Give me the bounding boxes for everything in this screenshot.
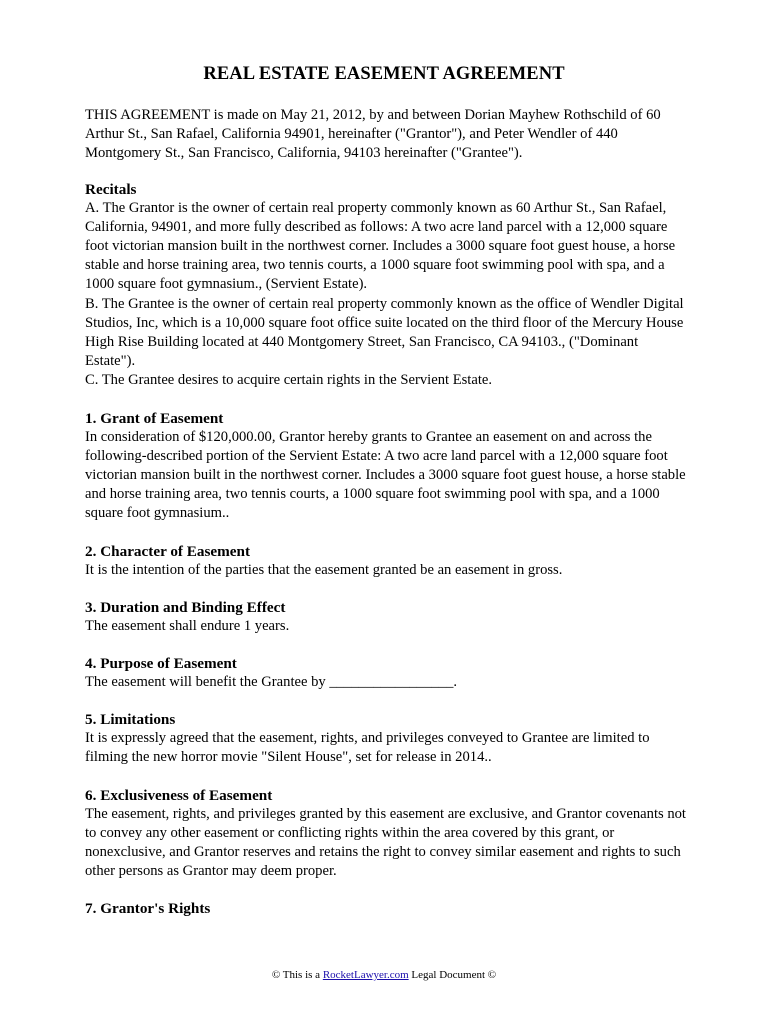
recitals-section <box>85 180 691 391</box>
recitals-heading: Recitals <box>85 180 137 198</box>
section-body: In consideration of $120,000.00, Grantor hereby grants to Grantee an easement on and across the following-described portion of the Servient Estate: A two acre land parcel with a 12,000 square foot victorian mansion built in the northwest corner. Includes a 3000 square foot guest house, a horse stable and horse training area, two tennis courts, a 1000 square foot swimming pool with spa, and a 1000 square foot gymnasium.. <box>85 428 686 522</box>
section-body: It is the intention of the parties that the easement granted be an easement in gross. <box>85 561 563 578</box>
section-grant-of-easement <box>85 409 691 524</box>
section-grantors-rights <box>85 899 691 918</box>
document-title: REAL ESTATE EASEMENT AGREEMENT <box>203 64 565 84</box>
recital-c: C. The Grantee desires to acquire certain rights in the Servient Estate. <box>85 372 493 389</box>
section-duration <box>85 598 691 636</box>
section-heading: 2. Character of Easement <box>85 542 251 560</box>
section-body: The easement will benefit the Grantee by _________________. <box>85 674 458 691</box>
section-body: The easement shall endure 1 years. <box>85 617 290 634</box>
rocketlawyer-link[interactable]: RocketLawyer.com <box>322 969 409 981</box>
section-heading: 6. Exclusiveness of Easement <box>85 786 273 804</box>
section-heading: 7. Grantor's Rights <box>85 900 211 918</box>
section-heading: 5. Limitations <box>85 711 176 729</box>
recital-b: B. The Grantee is the owner of certain real property commonly known as the office of Wendler Digital Studios, Inc, which is a 10,000 square foot office suite located on the third floor of the Mercury House High Rise Building located at 440 Montgomery Street, San Francisco, CA 94103., ("Dominant Estate"). <box>85 295 684 370</box>
footer-suffix: Legal Document © <box>408 969 497 981</box>
document-body <box>85 106 691 936</box>
recital-a: A. The Grantor is the owner of certain real property commonly known as 60 Arthur St., San Rafael, California, 94901, and more fully described as follows: A two acre land parcel with a 12,000 square foot victorian mansion built in the northwest corner. Includes a 3000 square foot guest house, a horse stable and horse training area, two tennis courts, a 1000 square foot swimming pool with spa, and a 1000 square foot gymnasium., (Servient Estate). <box>85 199 676 293</box>
section-character-of-easement <box>85 542 691 580</box>
section-heading: 1. Grant of Easement <box>85 409 224 427</box>
section-body: The easement, rights, and privileges granted by this easement are exclusive, and Grantor covenants not to convey any other easement or conflicting rights within the area covered by this grant, or nonexclusive, and Grantor reserves and retains the right to convey similar easement and rights to such other persons as Grantor may deem proper. <box>85 805 686 880</box>
section-purpose <box>85 654 691 692</box>
section-body: It is expressly agreed that the easement, rights, and privileges conveyed to Grantee are limited to filming the new horror movie "Silent House", set for release in 2014.. <box>85 730 650 766</box>
intro-paragraph: THIS AGREEMENT is made on May 21, 2012, by and between Dorian Mayhew Rothschild of 60 Arthur St., San Rafael, California 94901, hereinafter ("Grantor"), and Peter Wendler of 440 Montgomery St., San Francisco, California, 94103 hereinafter ("Grantee"). <box>85 107 661 162</box>
section-heading: 4. Purpose of Easement <box>85 655 237 673</box>
document-footer <box>0 968 768 982</box>
section-exclusiveness <box>85 786 691 882</box>
section-heading: 3. Duration and Binding Effect <box>85 598 286 616</box>
footer-prefix: © This is a <box>271 969 323 981</box>
section-limitations <box>85 710 691 767</box>
